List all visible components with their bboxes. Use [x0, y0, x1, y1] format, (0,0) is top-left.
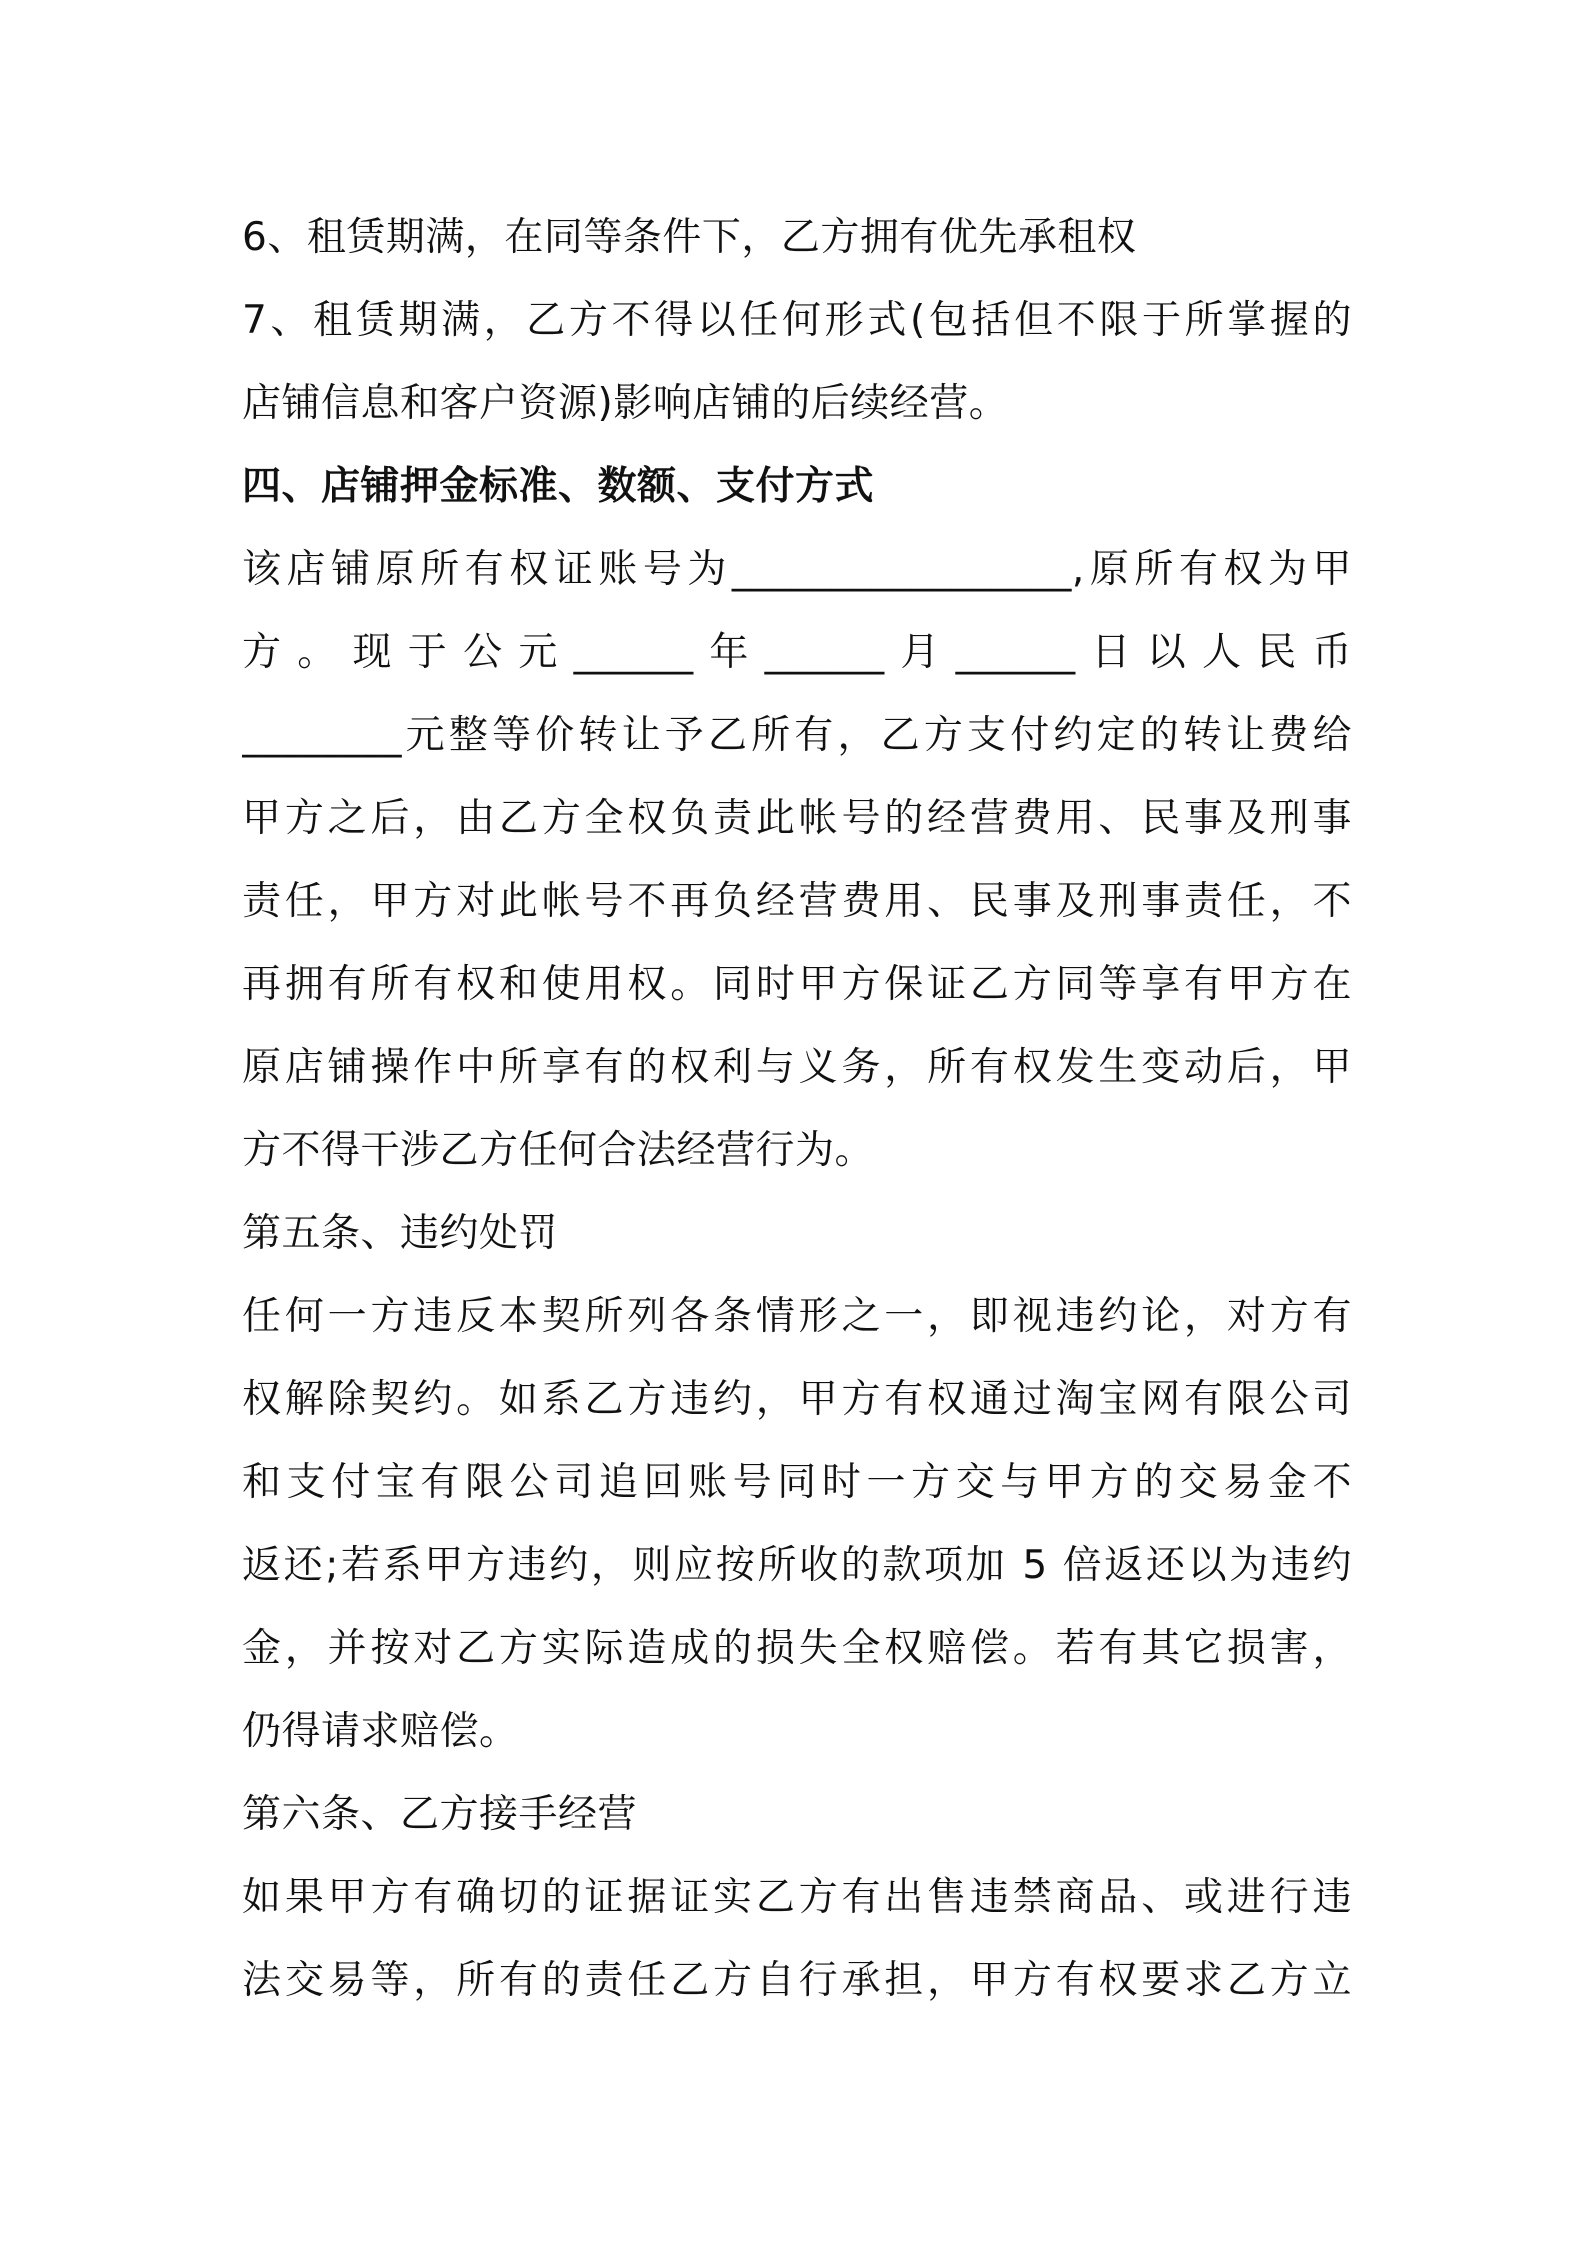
section-4-line-3: ________元整等价转让予乙所有，乙方支付约定的转让费给	[242, 713, 1352, 758]
document-page	[242, 196, 1352, 2022]
article-5-line-2: 权解除契约。如系乙方违约，甲方有权通过淘宝网有限公司	[242, 1377, 1352, 1422]
section-4-line-5: 责任，甲方对此帐号不再负经营费用、民事及刑事责任，不	[242, 879, 1352, 924]
article-5-line-6: 仍得请求赔偿。	[242, 1709, 519, 1754]
article-5-line-3: 和支付宝有限公司追回账号同时一方交与甲方的交易金不	[242, 1460, 1352, 1505]
section-4-line-6: 再拥有所有权和使用权。同时甲方保证乙方同等享有甲方在	[242, 962, 1352, 1007]
section-4-line-4: 甲方之后，由乙方全权负责此帐号的经营费用、民事及刑事	[242, 796, 1352, 841]
article-5-line-1: 任何一方违反本契所列各条情形之一，即视违约论，对方有	[242, 1294, 1352, 1339]
article-5-heading: 第五条、违约处罚	[242, 1211, 559, 1256]
section-4-line-1: 该店铺原所有权证账号为_________________,原所有权为甲	[242, 547, 1352, 592]
section-4-line-2: 方。现于公元______年______月______日以人民币	[242, 630, 1352, 675]
section-4-heading: 四、店铺押金标准、数额、支付方式	[242, 464, 875, 509]
clause-7-line-2: 店铺信息和客户资源)影响店铺的后续经营。	[242, 381, 1009, 426]
section-4-line-7: 原店铺操作中所享有的权利与义务，所有权发生变动后，甲	[242, 1045, 1352, 1090]
article-5-line-4: 返还;若系甲方违约，则应按所收的款项加 5 倍返还以为违约	[242, 1543, 1352, 1588]
article-6-line-1: 如果甲方有确切的证据证实乙方有出售违禁商品、或进行违	[242, 1875, 1352, 1920]
clause-6-line: 6、租赁期满，在同等条件下，乙方拥有优先承租权	[242, 215, 1137, 260]
section-4-line-8: 方不得干涉乙方任何合法经营行为。	[242, 1128, 875, 1173]
clause-7-line-1: 7、租赁期满，乙方不得以任何形式(包括但不限于所掌握的	[242, 298, 1352, 343]
article-6-line-2: 法交易等，所有的责任乙方自行承担，甲方有权要求乙方立	[242, 1958, 1352, 2003]
article-5-line-5: 金，并按对乙方实际造成的损失全权赔偿。若有其它损害，	[242, 1626, 1352, 1671]
article-6-heading: 第六条、乙方接手经营	[242, 1792, 638, 1837]
